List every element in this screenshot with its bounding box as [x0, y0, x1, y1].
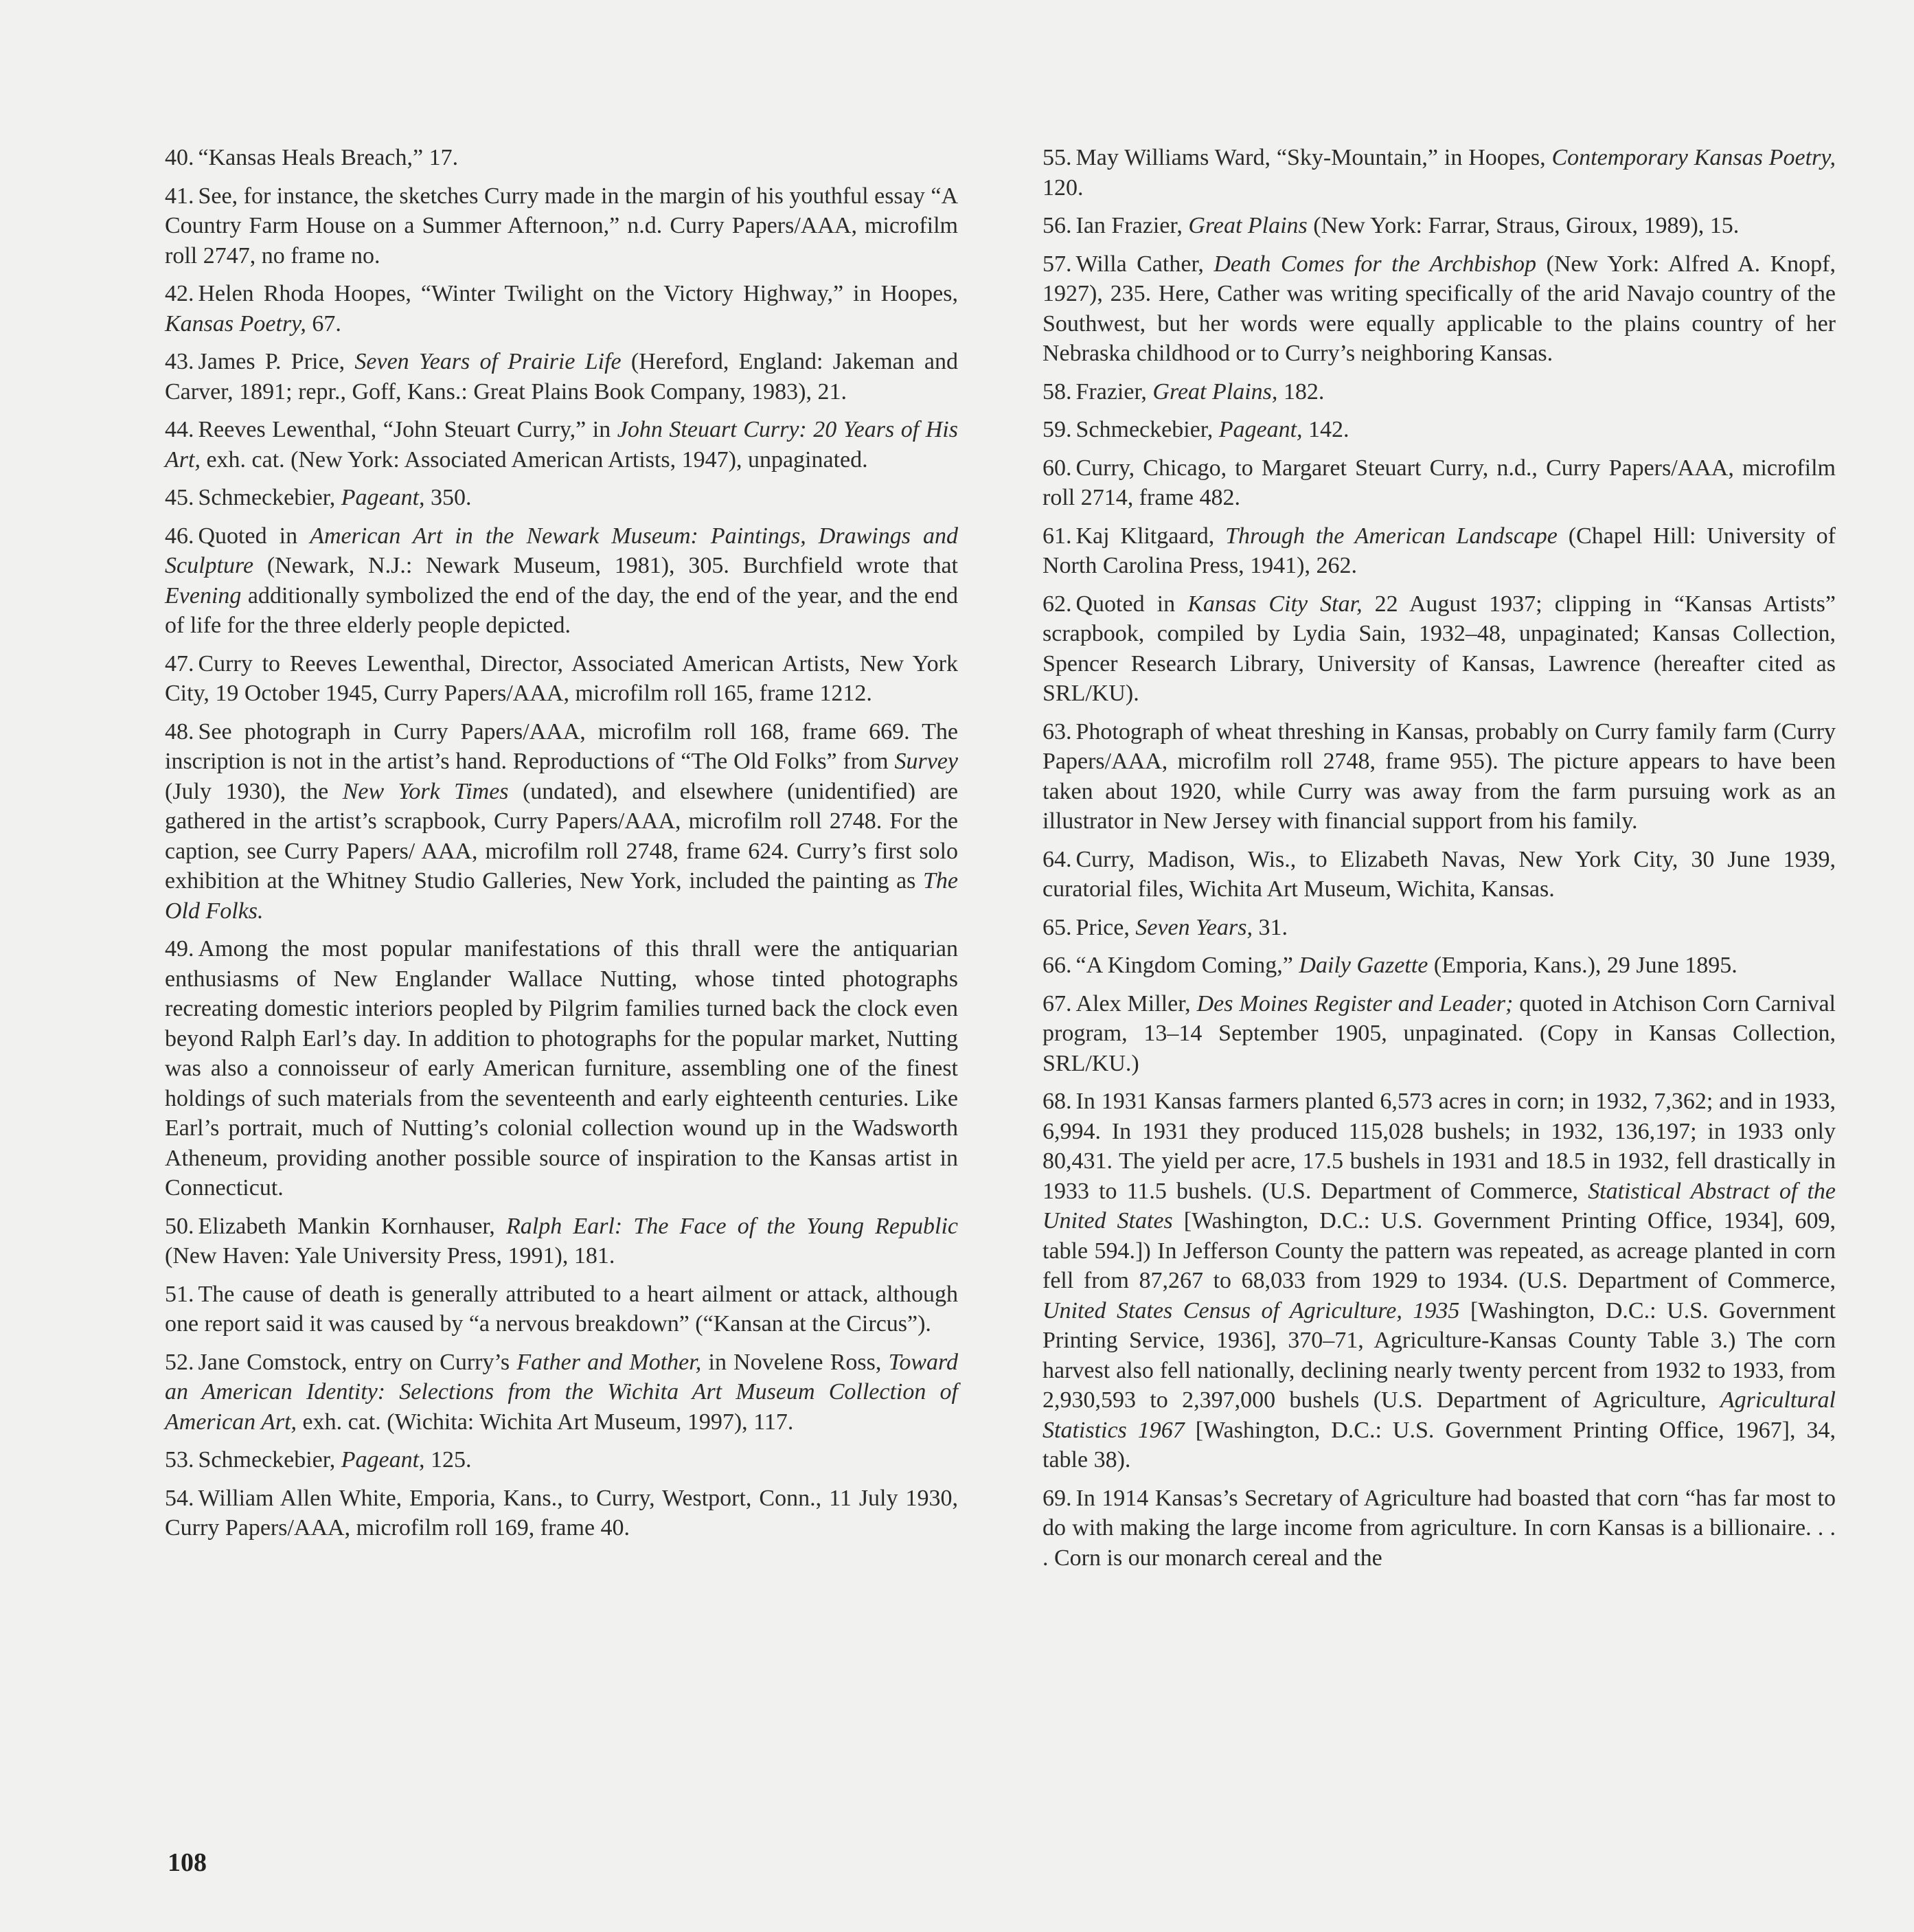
endnote-text: Alex Miller, — [1075, 990, 1197, 1016]
endnote-text: “A Kingdom Coming,” — [1075, 953, 1299, 978]
endnote-text: (New Haven: Yale University Press, 1991), 181. — [165, 1243, 615, 1269]
endnote-text: (New York: Alfred A. Knopf, 1927), 235. Here, Cather was writing specifically of the arid Navajo country of the Southwest, but her words were equally applicable to the plains country of her Nebraska childhood or to Curry’s neighboring Kansas. — [1043, 251, 1836, 366]
endnote-number: 40. — [165, 145, 194, 170]
endnote-text: exh. cat. (Wichita: Wichita Art Museum, 1997), 117. — [297, 1409, 794, 1435]
endnote-text: (July 1930), the — [165, 778, 343, 804]
endnote-title-italic: Des Moines Register and Leader; — [1196, 990, 1514, 1016]
endnote-number: 48. — [165, 718, 194, 745]
endnote — [165, 717, 958, 927]
endnote-text: Curry, Madison, Wis., to Elizabeth Navas, New York City, 30 June 1939, curatorial files, Wichita Art Museum, Wichita, Kansas. — [1043, 846, 1836, 902]
endnote-text: 67. — [306, 310, 341, 337]
endnote-text: 22 August 1937; clipping in “Kansas Artists” scrapbook, compiled by Lydia Sain, 1932–48, unpaginated; Kansas Collection, Spencer Research Library, University of Kansas, Lawrence (hereafter cited as SRL/KU). — [1043, 591, 1836, 706]
endnote-title-italic: Pageant, — [341, 1447, 425, 1473]
endnote-number: 56. — [1043, 213, 1072, 238]
endnote-text: 120. — [1043, 174, 1084, 201]
endnote-number: 41. — [165, 183, 194, 209]
endnote-text: See photograph in Curry Papers/AAA, microfilm roll 168, frame 669. The inscription is not in the artist’s hand. Reproductions of “The Old Folks” from — [165, 718, 958, 774]
endnote-number: 62. — [1043, 591, 1072, 617]
endnote — [1043, 589, 1836, 709]
endnote-number: 61. — [1043, 523, 1072, 549]
endnote-text: 31. — [1252, 914, 1288, 940]
endnote — [165, 181, 958, 271]
endnote-text: Curry to Reeves Lewenthal, Director, Associated American Artists, New York City, 19 October 1945, Curry Papers/AAA, microfilm roll 165, frame 1212. — [165, 650, 958, 706]
endnote-number: 68. — [1043, 1089, 1072, 1114]
endnote — [165, 143, 958, 173]
endnote-text: In 1914 Kansas’s Secretary of Agriculture had boasted that corn “has far most to do with making the large income from agriculture. In corn Kansas is a billionaire. . . . Corn is our monarch cereal and the — [1043, 1485, 1836, 1571]
endnote-text: 125. — [424, 1447, 472, 1473]
endnote-number: 63. — [1043, 718, 1072, 745]
endnote-text: additionally symbolized the end of the day, the end of the year, and the end of life for the three elderly people depicted. — [165, 582, 958, 638]
endnote-number: 47. — [165, 650, 194, 677]
endnote — [165, 1484, 958, 1543]
endnote-number: 44. — [165, 417, 194, 442]
endnote-number: 64. — [1043, 846, 1072, 872]
endnote-title-italic: Survey — [894, 749, 958, 774]
endnote-number: 42. — [165, 281, 194, 306]
endnote-title-italic: Contemporary Kansas Poetry, — [1551, 145, 1836, 170]
endnote — [1043, 989, 1836, 1079]
endnote — [165, 415, 958, 475]
endnote-text: (undated), and elsewhere (unidentified) are gathered in the artist’s scrapbook, Curry Papers/AAA, microfilm roll 2748. For the caption, see Curry Papers/ AAA, microfilm roll 2748, frame 624. Curry’s first solo exhibition at the Whitney Studio Galleries, New York, included the painting as — [165, 778, 958, 894]
endnote-title-italic: Agricultural Statistics 1967 — [1043, 1387, 1836, 1443]
endnote-title-italic: Ralph Earl: The Face of the Young Republic — [506, 1213, 958, 1239]
endnote — [1043, 845, 1836, 905]
endnote-number: 69. — [1043, 1485, 1072, 1511]
endnote-number: 59. — [1043, 417, 1072, 442]
endnote-number: 67. — [1043, 990, 1072, 1016]
endnote-text: 350. — [424, 485, 472, 510]
endnote-text: [Washington, D.C.: U.S. Government Printing Office, 1934], 609, table 594.]) In Jefferson County the pattern was repeated, as acreage planted in corn fell from 87,267 to 68,033 from 1929 to 1934. (U.S. Department of Commerce, — [1043, 1208, 1836, 1293]
endnote-text: 142. — [1302, 417, 1349, 442]
endnote-title-italic: Kansas City Star, — [1187, 591, 1363, 617]
endnote-text: Curry, Chicago, to Margaret Steuart Curry, n.d., Curry Papers/AAA, microfilm roll 2714, frame 482. — [1043, 455, 1836, 510]
endnote-text: Kaj Klitgaard, — [1075, 523, 1226, 549]
endnote-text: Willa Cather, — [1075, 251, 1214, 277]
endnote — [165, 347, 958, 407]
endnote-number: 57. — [1043, 251, 1072, 277]
endnote — [165, 1445, 958, 1475]
endnote — [165, 279, 958, 339]
endnote-title-italic: United States Census of Agriculture, 1935 — [1043, 1297, 1460, 1323]
endnote-title-italic: Death Comes for the Archbishop — [1214, 251, 1537, 277]
endnote-text: Photograph of wheat threshing in Kansas, probably on Curry family farm (Curry Papers/AAA, microfilm roll 2748, frame 955). The picture appears to have been taken about 1920, while Curry was away from the farm pursuing work as an illustrator in New Jersey with financial support from his family. — [1043, 718, 1836, 834]
endnote-text: (New York: Farrar, Straus, Giroux, 1989), 15. — [1307, 213, 1740, 238]
endnote-text: The cause of death is generally attributed to a heart ailment or attack, although one report said it was caused by “a nervous breakdown” (“Kansan at the Circus”). — [165, 1281, 958, 1337]
endnote-text: Schmeckebier, — [198, 485, 341, 510]
endnote-text: James P. Price, — [198, 349, 355, 374]
endnote — [1043, 211, 1836, 241]
endnote — [1043, 521, 1836, 581]
endnote-title-italic: Evening — [165, 582, 242, 609]
endnote-text: (Newark, N.J.: Newark Museum, 1981), 305. Burchfield wrote that — [253, 553, 958, 578]
endnote — [165, 1348, 958, 1437]
endnote — [1043, 1484, 1836, 1573]
endnote-title-italic: Daily Gazette — [1299, 953, 1428, 978]
endnote-text: Ian Frazier, — [1075, 213, 1189, 238]
endnote — [165, 1212, 958, 1271]
endnote-number: 52. — [165, 1349, 194, 1375]
endnote-text: Jane Comstock, entry on Curry’s — [198, 1349, 517, 1375]
page-number: 108 — [168, 1848, 207, 1877]
endnote-number: 55. — [1043, 145, 1072, 170]
endnote-title-italic: Great Plains, — [1152, 378, 1278, 405]
endnote-text: [Washington, D.C.: U.S. Government Printing Service, 1936], 370–71, Agriculture-Kansas County Table 3.) The corn harvest also fell nationally, declining nearly twenty percent from 1932 to 1933, from 2,930,593 to 2,397,000 bushels (U.S. Department of Agriculture, — [1043, 1297, 1836, 1413]
endnote-text: (Hereford, England: Jakeman and Carver, 1891; repr., Goff, Kans.: Great Plains Book Company, 1983), 21. — [165, 349, 958, 405]
endnote-text: Helen Rhoda Hoopes, “Winter Twilight on the Victory Highway,” in Hoopes, — [198, 281, 958, 306]
endnote-number: 43. — [165, 349, 194, 374]
endnote-number: 51. — [165, 1281, 194, 1307]
endnote — [1043, 1087, 1836, 1475]
endnote — [1043, 717, 1836, 837]
endnote-text: “Kansas Heals Breach,” 17. — [198, 145, 459, 170]
endnote-title-italic: Seven Years of Prairie Life — [354, 349, 622, 374]
endnote-number: 66. — [1043, 953, 1072, 978]
endnote-title-italic: Pageant, — [1218, 417, 1303, 442]
endnote-title-italic: Father and Mother, — [516, 1349, 702, 1375]
endnote-number: 50. — [165, 1213, 194, 1239]
endnote — [1043, 143, 1836, 203]
endnote-number: 58. — [1043, 378, 1072, 405]
endnote-title-italic: Through the American Landscape — [1225, 523, 1558, 549]
endnote-number: 46. — [165, 523, 194, 549]
endnote-text: May Williams Ward, “Sky-Mountain,” in Hoopes, — [1075, 145, 1552, 170]
endnote-text: Frazier, — [1075, 378, 1153, 405]
endnote-title-italic: Great Plains — [1188, 213, 1308, 238]
endnote-text: Schmeckebier, — [1075, 417, 1219, 442]
endnote-number: 60. — [1043, 455, 1072, 481]
endnote-number: 54. — [165, 1485, 194, 1511]
endnote-text: quoted in Atchison Corn Carnival program, 13–14 September 1905, unpaginated. (Copy in Kansas Collection, SRL/KU.) — [1043, 990, 1836, 1076]
endnote-text: Quoted in — [1075, 591, 1188, 617]
endnote — [165, 483, 958, 513]
notes-right-column — [1043, 143, 1836, 1581]
endnote-text: (Chapel Hill: University of North Carolina Press, 1941), 262. — [1043, 523, 1836, 578]
endnote-text: Elizabeth Mankin Kornhauser, — [198, 1213, 507, 1239]
endnote-title-italic: American Art in the Newark Museum: Paintings, Drawings and Sculpture — [165, 523, 959, 578]
endnote-text: See, for instance, the sketches Curry made in the margin of his youthful essay “A Country Farm House on a Summer Afternoon,” n.d. Curry Papers/AAA, microfilm roll 2747, no frame no. — [165, 183, 958, 269]
endnote — [165, 649, 958, 709]
endnote — [1043, 249, 1836, 369]
endnote-title-italic: New York Times — [342, 778, 509, 804]
endnote — [165, 1280, 958, 1339]
endnote-text: William Allen White, Emporia, Kans., to Curry, Westport, Conn., 11 July 1930, Curry Papers/AAA, microfilm roll 169, frame 40. — [165, 1485, 958, 1541]
endnote-number: 65. — [1043, 914, 1072, 940]
endnote — [1043, 913, 1836, 943]
endnote-title-italic: John Steuart Curry: 20 Years of His Art, — [165, 417, 958, 473]
endnote-number: 53. — [165, 1447, 194, 1473]
endnote-title-italic: Kansas Poetry, — [165, 310, 306, 337]
endnote — [1043, 415, 1836, 445]
endnote-text: [Washington, D.C.: U.S. Government Printing Office, 1967], 34, table 38). — [1043, 1417, 1836, 1473]
endnote — [1043, 453, 1836, 513]
endnote-text: 182. — [1277, 378, 1325, 405]
endnote-text: Price, — [1075, 914, 1136, 940]
endnote-text: Schmeckebier, — [198, 1447, 341, 1473]
notes-left-column — [165, 143, 958, 1552]
endnote-text: in Novelene Ross, — [701, 1349, 889, 1375]
endnote-text: In 1931 Kansas farmers planted 6,573 acres in corn; in 1932, 7,362; and in 1933, 6,994. In 1931 they produced 115,028 bushels; in 1932, 136,197; in 1933 only 80,431. The yield per acre, 17.5 bushels in 1931 and 18.5 in 1932, fell drastically in 1933 to 11.5 bushels. (U.S. Department of Commerce, — [1043, 1089, 1836, 1204]
endnote-text: Reeves Lewenthal, “John Steuart Curry,” in — [198, 417, 617, 442]
endnote — [1043, 377, 1836, 407]
endnote — [1043, 951, 1836, 981]
endnote — [165, 521, 958, 641]
endnote-text: (Emporia, Kans.), 29 June 1895. — [1428, 953, 1738, 978]
endnote — [165, 934, 958, 1203]
endnote-title-italic: Statistical Abstract of the United States — [1043, 1178, 1836, 1234]
endnote-number: 45. — [165, 485, 194, 510]
endnote-number: 49. — [165, 936, 194, 962]
endnote-text: Among the most popular manifestations of this thrall were the antiquarian enthusiasms of New Englander Wallace Nutting, whose tinted photographs recreating domestic interiors peopled by Pilgrim families turned back the clock even beyond Ralph Earl’s day. In addition to photographs for the popular market, Nutting was also a connoisseur of early American furniture, assembling one of the finest holdings of such materials from the seventeenth and early eighteenth centuries. Like Earl’s portrait, much of Nutting’s colonial collection wound up in the Wadsworth Atheneum, providing another possible source of inspiration to the Kansas artist in Connecticut. — [165, 936, 958, 1201]
endnote-title-italic: Toward an American Identity: Selections from the Wichita Art Museum Collection of American Art, — [165, 1349, 959, 1435]
endnote-title-italic: Pageant, — [341, 485, 425, 510]
endnote-title-italic: The Old Folks. — [165, 868, 958, 924]
endnote-title-italic: Seven Years, — [1135, 914, 1253, 940]
endnote-text: exh. cat. (New York: Associated American Artists, 1947), unpaginated. — [200, 446, 868, 473]
endnote-text: Quoted in — [198, 523, 310, 549]
